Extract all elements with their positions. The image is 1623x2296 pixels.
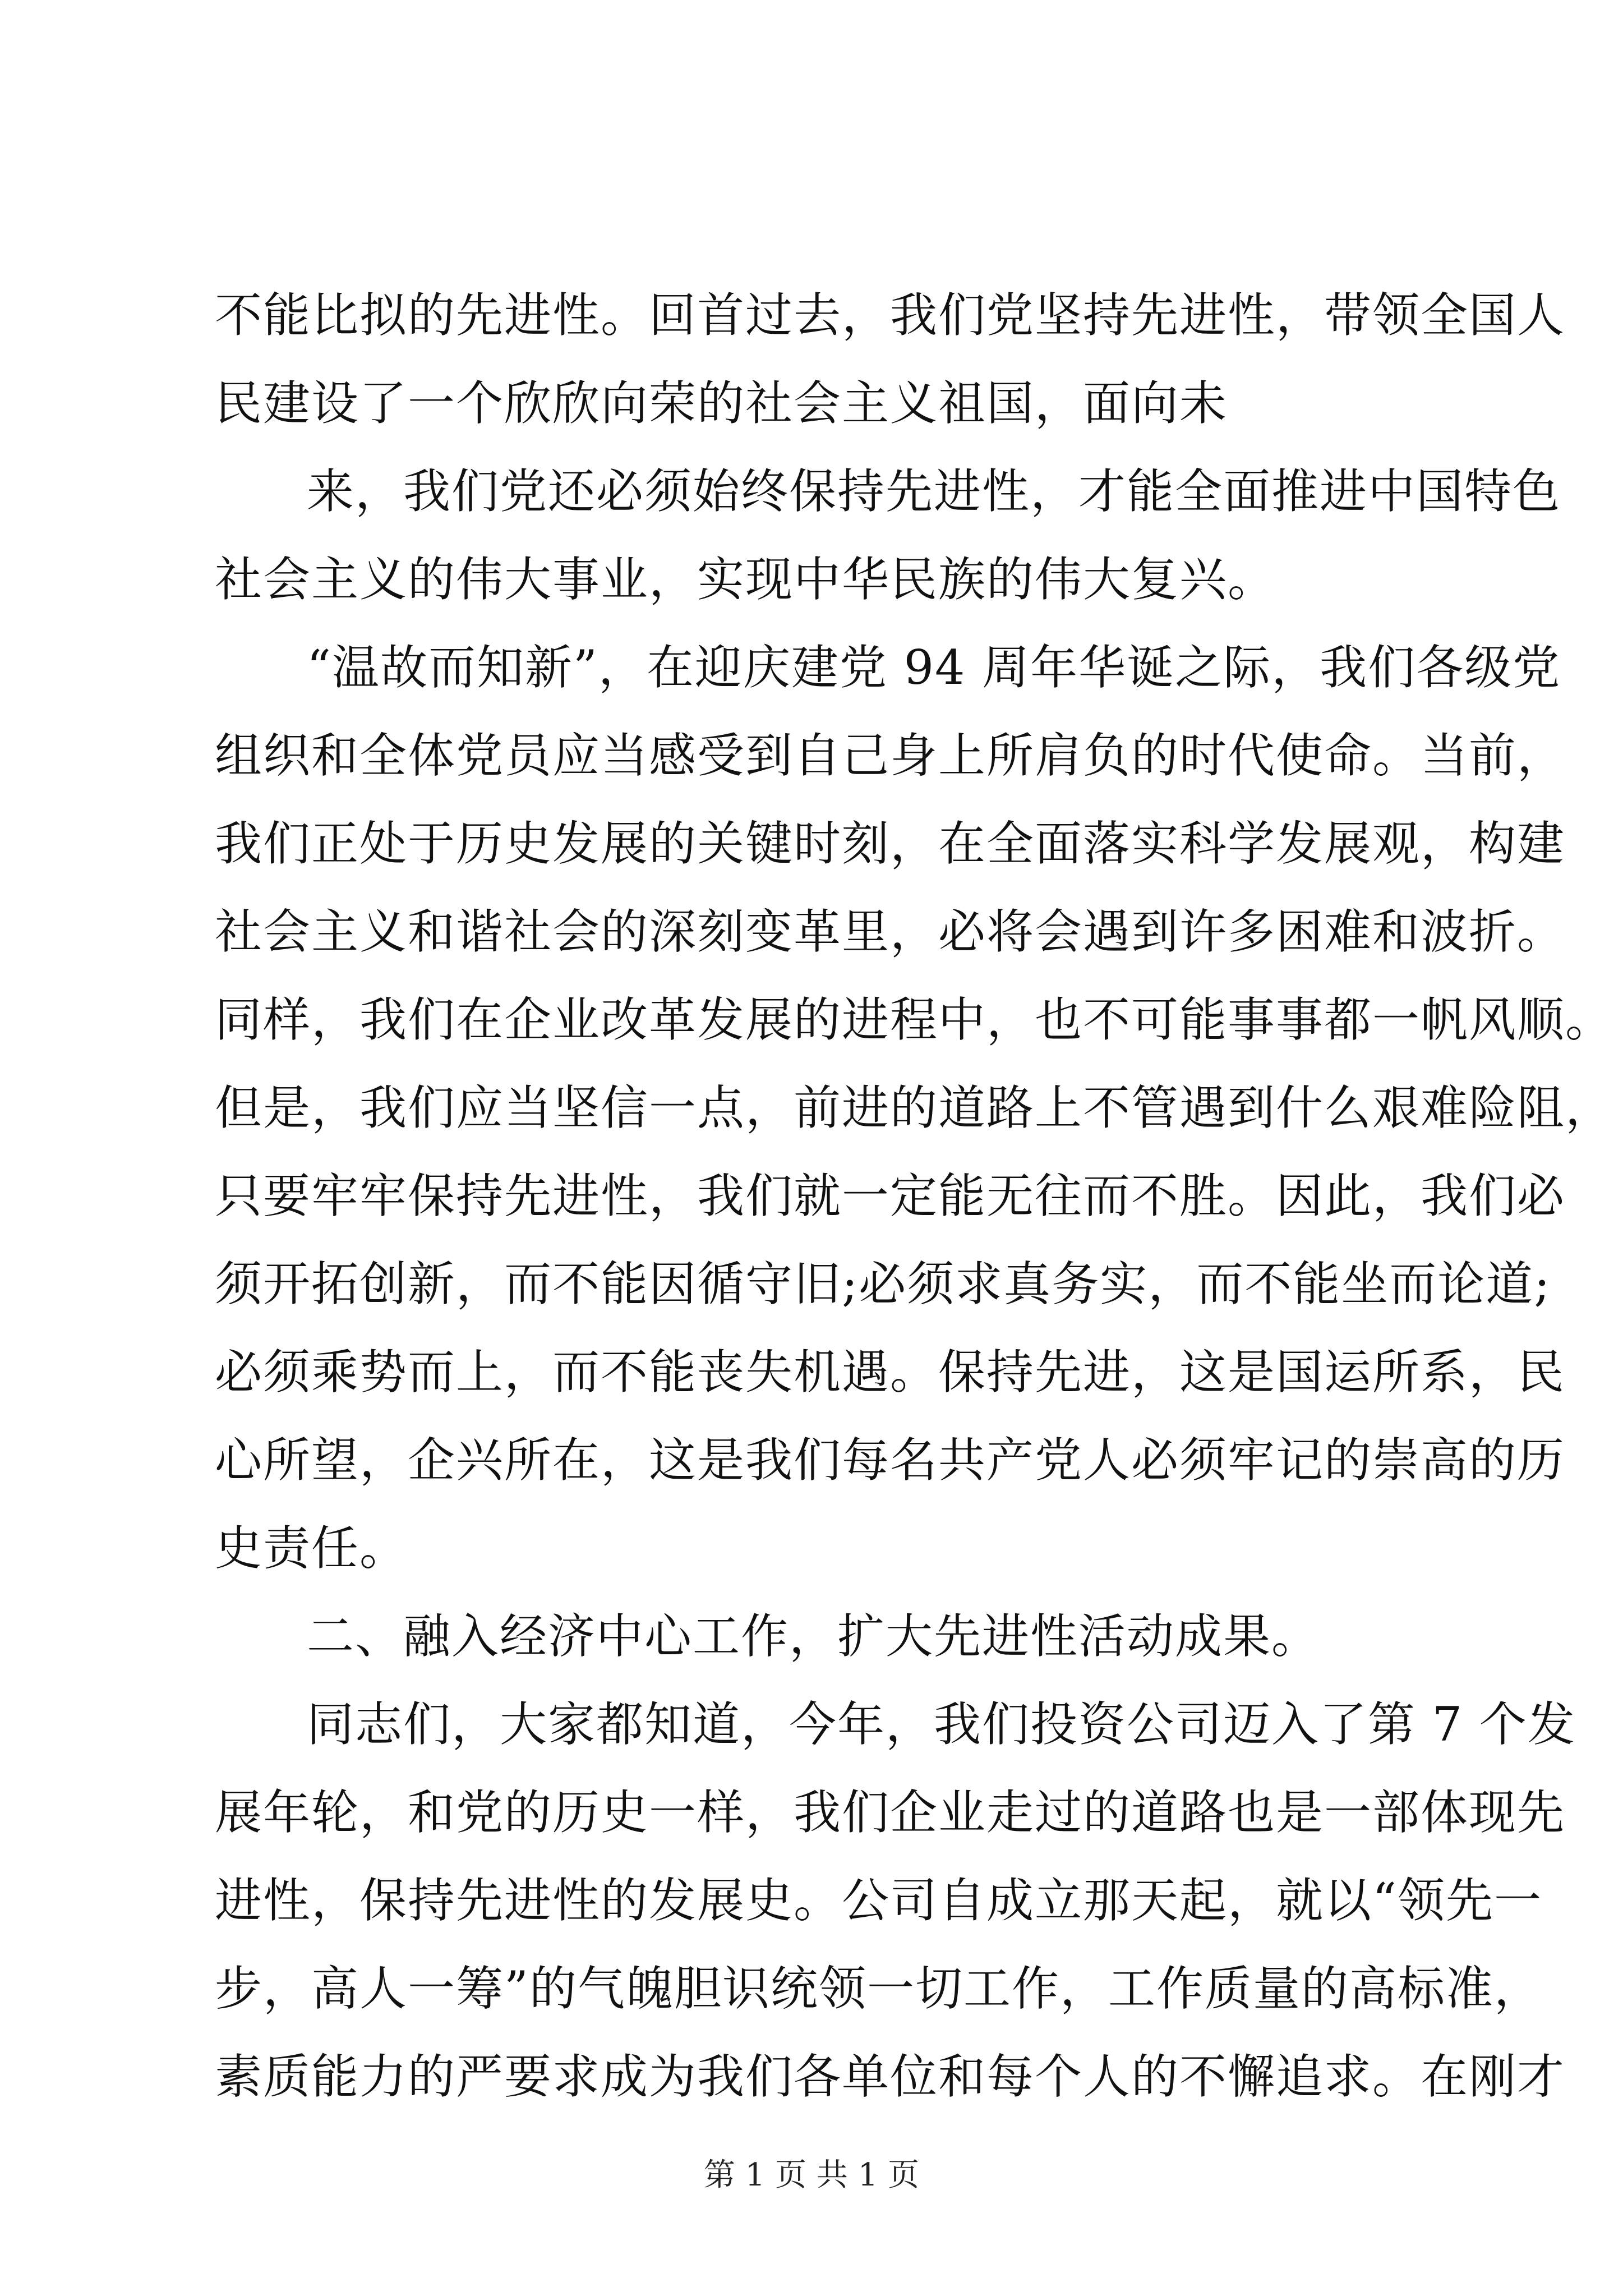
text-line: 同志们，大家都知道，今年，我们投资公司迈入了第 7 个发: [307, 1697, 1576, 1752]
text-line: 来，我们党还必须始终保持先进性，才能全面推进中国特色: [307, 464, 1561, 519]
text-line: 同样，我们在企业改革发展的进程中，也不可能事事都一帆风顺。: [215, 992, 1614, 1047]
text-line: 我们正处于历史发展的关键时刻，在全面落实科学发展观，构建: [215, 816, 1566, 871]
text-line: 只要牢牢保持先进性，我们就一定能无往而不胜。因此，我们必: [215, 1168, 1566, 1223]
text-line: 步，高人一筹”的气魄胆识统领一切工作，工作质量的高标准，: [215, 1961, 1542, 2016]
text-line: 但是，我们应当坚信一点，前进的道路上不管遇到什么艰难险阻，: [215, 1080, 1614, 1135]
text-line: 社会主义的伟大事业，实现中华民族的伟大复兴。: [215, 552, 1276, 607]
page-number-footer: 第 1 页 共 1 页: [703, 2157, 920, 2193]
text-line: “温故而知新”，在迎庆建党 94 周年华诞之际，我们各级党: [307, 640, 1561, 695]
text-line: 组织和全体党员应当感受到自己身上所肩负的时代使命。当前，: [215, 728, 1566, 783]
text-line: 社会主义和谐社会的深刻变革里，必将会遇到许多困难和波折。: [215, 904, 1566, 959]
text-line: 展年轮，和党的历史一样，我们企业走过的道路也是一部体现先: [215, 1785, 1566, 1840]
text-line: 须开拓创新，而不能因循守旧;必须求真务实，而不能坐而论道;: [215, 1257, 1551, 1312]
text-line: 不能比拟的先进性。回首过去，我们党坚持先进性，带领全国人: [215, 288, 1566, 343]
text-line: 进性，保持先进性的发展史。公司自成立那天起，就以“领先一: [215, 1873, 1542, 1928]
text-line: 心所望，企兴所在，这是我们每名共产党人必须牢记的崇高的历: [215, 1433, 1566, 1488]
text-line: 必须乘势而上，而不能丧失机遇。保持先进，这是国运所系，民: [215, 1345, 1566, 1400]
section-heading: 二、融入经济中心工作，扩大先进性活动成果。: [307, 1609, 1320, 1664]
text-line: 素质能力的严要求成为我们各单位和每个人的不懈追求。在刚才: [215, 2049, 1566, 2104]
text-line: 史责任。: [215, 1521, 408, 1576]
text-line: 民建设了一个欣欣向荣的社会主义祖国，面向未: [215, 376, 1228, 431]
